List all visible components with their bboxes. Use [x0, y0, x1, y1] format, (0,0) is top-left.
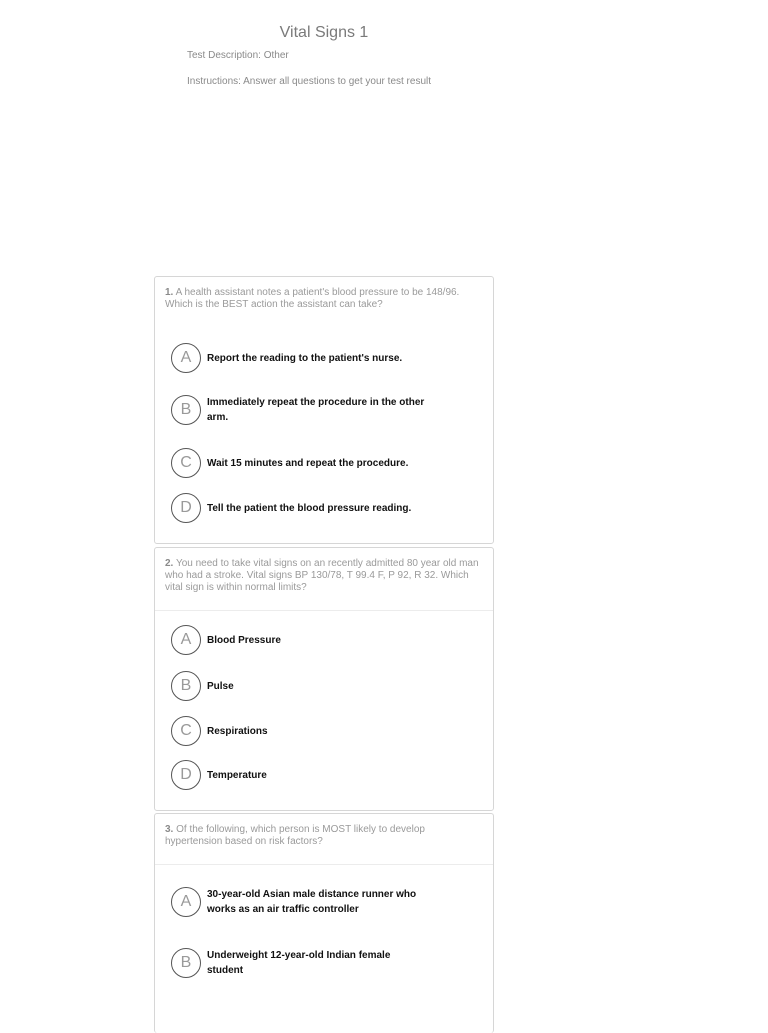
answer-option-a[interactable]	[171, 625, 471, 655]
answer-option-a[interactable]	[171, 887, 471, 917]
answer-option-b[interactable]	[171, 395, 471, 425]
option-letter-circle: C	[171, 716, 201, 746]
question-body: You need to take vital signs on an recently admitted 80 year old man who had a stroke. Vital signs BP 130/78, T 99.4 F, P 92, R 32. Which vital sign is within normal limits?	[165, 558, 479, 593]
question-card-2	[154, 547, 494, 811]
answer-option-c[interactable]	[171, 716, 471, 746]
option-label: Respirations	[207, 725, 268, 737]
question-card-3	[154, 813, 494, 1033]
option-letter-circle: A	[171, 343, 201, 373]
question-number: 2.	[165, 558, 174, 569]
option-letter-circle: B	[171, 395, 201, 425]
option-letter-circle: B	[171, 671, 201, 701]
test-description: Test Description: Other	[187, 50, 289, 61]
option-label: Tell the patient the blood pressure reading.	[207, 502, 412, 514]
answer-option-b[interactable]	[171, 948, 471, 978]
option-letter-circle: A	[171, 625, 201, 655]
option-letter-circle: B	[171, 948, 201, 978]
test-instructions: Instructions: Answer all questions to get your test result	[187, 76, 432, 87]
question-card-1	[154, 276, 494, 544]
question-text	[155, 548, 493, 594]
page-title: Vital Signs 1	[279, 24, 369, 41]
question-number: 1.	[165, 287, 174, 298]
question-number: 3.	[165, 824, 174, 835]
option-label: Blood Pressure	[207, 634, 281, 646]
option-label: 30-year-old Asian male distance runner who works as an air traffic controller	[207, 889, 417, 915]
option-label: Report the reading to the patient's nurse.	[207, 352, 403, 364]
question-text	[155, 277, 493, 311]
question-body: Of the following, which person is MOST likely to develop hypertension based on risk factors?	[165, 824, 425, 847]
answer-option-d[interactable]	[171, 760, 471, 790]
option-letter-circle: D	[171, 760, 201, 790]
option-label: Underweight 12-year-old Indian female student	[207, 950, 391, 976]
divider	[155, 864, 493, 865]
option-letter-circle: A	[171, 887, 201, 917]
question-body: A health assistant notes a patient's blood pressure to be 148/96. Which is the BEST action the assistant can take?	[165, 287, 460, 310]
answer-option-b[interactable]	[171, 671, 471, 701]
option-label: Wait 15 minutes and repeat the procedure.	[207, 457, 409, 469]
divider	[155, 610, 493, 611]
option-label: Immediately repeat the procedure in the other arm.	[207, 397, 425, 423]
option-label: Temperature	[207, 769, 267, 781]
answer-option-c[interactable]	[171, 448, 471, 478]
option-letter-circle: D	[171, 493, 201, 523]
option-letter-circle: C	[171, 448, 201, 478]
answer-option-a[interactable]	[171, 343, 471, 373]
answer-option-d[interactable]	[171, 493, 471, 523]
option-label: Pulse	[207, 680, 234, 692]
question-text	[155, 814, 493, 848]
